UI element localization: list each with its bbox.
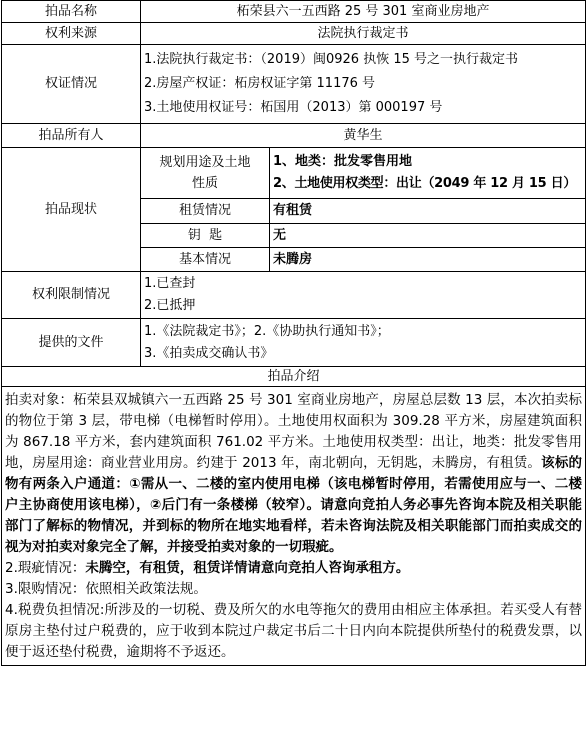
- documents-item-1: 1.《法院裁定书》；2.《协助执行通知书》；: [144, 323, 390, 339]
- certificate-item-3: 3.土地使用权证号：柘国用（2013）第 000197 号: [144, 100, 443, 115]
- label-planning: [141, 148, 270, 199]
- row-intro: [2, 387, 586, 666]
- planning-land-type: 1、地类：批发零售用地: [273, 154, 413, 169]
- intro-p1-normal: 拍卖对象：柘荣县双城镇六一五西路 25 号 301 室商业房地产，房屋总层数 13 层，本次拍卖标的物位于第 3 层，带电梯（电梯暂时停用）。土地使用权面积为 309.28 平方米，房屋建筑面积为 867.18 平方米，套内建筑面积 761.02 平方米。土地使用权类型：出让，地类：批发零售用地，房屋用途：商业营业用房。约建于 2013 年，南北朝向，无钥匙，未腾房，有租赁。: [5, 392, 583, 471]
- value-lease: 有租赁: [270, 199, 586, 224]
- planning-land-right-type: 2、土地使用权类型：出让（2049 年 12 月 15 日）: [273, 176, 577, 191]
- intro-paragraph-1: [5, 390, 582, 558]
- intro-paragraph-3: 3.限购情况：依照相关政策法规。: [5, 581, 207, 597]
- label-rights-source: 权利来源: [2, 23, 141, 45]
- row-documents: [2, 319, 586, 367]
- label-lease: 租赁情况: [141, 199, 270, 224]
- value-rights-source: 法院执行裁定书: [141, 23, 586, 45]
- label-restriction: 权利限制情况: [2, 272, 141, 319]
- intro-p1-bold: 该标的物有两条入户通道：①需从一、二楼的室内使用电梯（该电梯暂时停用，若需使用应与一、二楼户主协商使用该电梯），②后门有一条楼梯（较窄）。请意向竞拍人务必事先咨询本院及相关职能部门了解标的物情况，并到标的物所在地实地看样，若未咨询法院及相关职能部门而拍卖成交的视为对拍卖对象完全了解，并接受拍卖对象的一切瑕疵。: [5, 455, 583, 555]
- label-owner: 拍品所有人: [2, 124, 141, 148]
- row-intro-title: [2, 367, 586, 387]
- label-documents: 提供的文件: [2, 319, 141, 367]
- intro-p2-bold: 未腾空，有租赁，租赁详情请意向竞拍人咨询承租方。: [85, 560, 410, 576]
- auction-info-table: [1, 0, 586, 666]
- restriction-item-2: 2.已抵押: [144, 298, 196, 313]
- intro-body: [2, 387, 586, 666]
- row-planning: [2, 148, 586, 199]
- value-keys: 无: [270, 224, 586, 248]
- label-item-status: 拍品现状: [2, 148, 141, 272]
- value-planning: [270, 148, 586, 199]
- label-keys: 钥 匙: [141, 224, 270, 248]
- row-owner: [2, 124, 586, 148]
- certificate-item-1: 1.法院执行裁定书：（2019）闽0926 执恢 15 号之一执行裁定书: [144, 52, 519, 67]
- certificate-item-2: 2.房屋产权证：柘房权证字第 11176 号: [144, 76, 376, 91]
- value-restriction: [141, 272, 586, 319]
- intro-paragraph-2: [5, 558, 582, 579]
- value-item-name: 柘荣县六一五西路 25 号 301 室商业房地产: [141, 1, 586, 23]
- label-basic: 基本情况: [141, 248, 270, 272]
- row-rights-source: [2, 23, 586, 45]
- value-certificate: [141, 45, 586, 124]
- intro-title: 拍品介绍: [2, 367, 586, 387]
- value-owner: 黄华生: [141, 124, 586, 148]
- value-documents: [141, 319, 586, 367]
- label-certificate: 权证情况: [2, 45, 141, 124]
- intro-paragraph-4: 4.税费负担情况:所涉及的一切税、费及所欠的水电等拖欠的费用由相应主体承担。若买受人有替原房主垫付过户税费的，应于收到本院过户裁定书后二十日内向本院提供所垫付的税费发票，以便于返还垫付税费，逾期将不予返还。: [5, 602, 583, 660]
- label-planning-line-1: 规划用途及土地: [159, 155, 251, 170]
- label-planning-line-2: 性质: [191, 176, 218, 191]
- intro-p2-normal: 2.瑕疵情况：: [5, 560, 86, 576]
- restriction-item-1: 1.已查封: [144, 276, 196, 291]
- row-certificate: [2, 45, 586, 124]
- value-basic: 未腾房: [270, 248, 586, 272]
- row-restriction: [2, 272, 586, 319]
- documents-item-2: 3.《拍卖成交确认书》: [144, 345, 274, 361]
- label-item-name: 拍品名称: [2, 1, 141, 23]
- row-item-name: [2, 1, 586, 23]
